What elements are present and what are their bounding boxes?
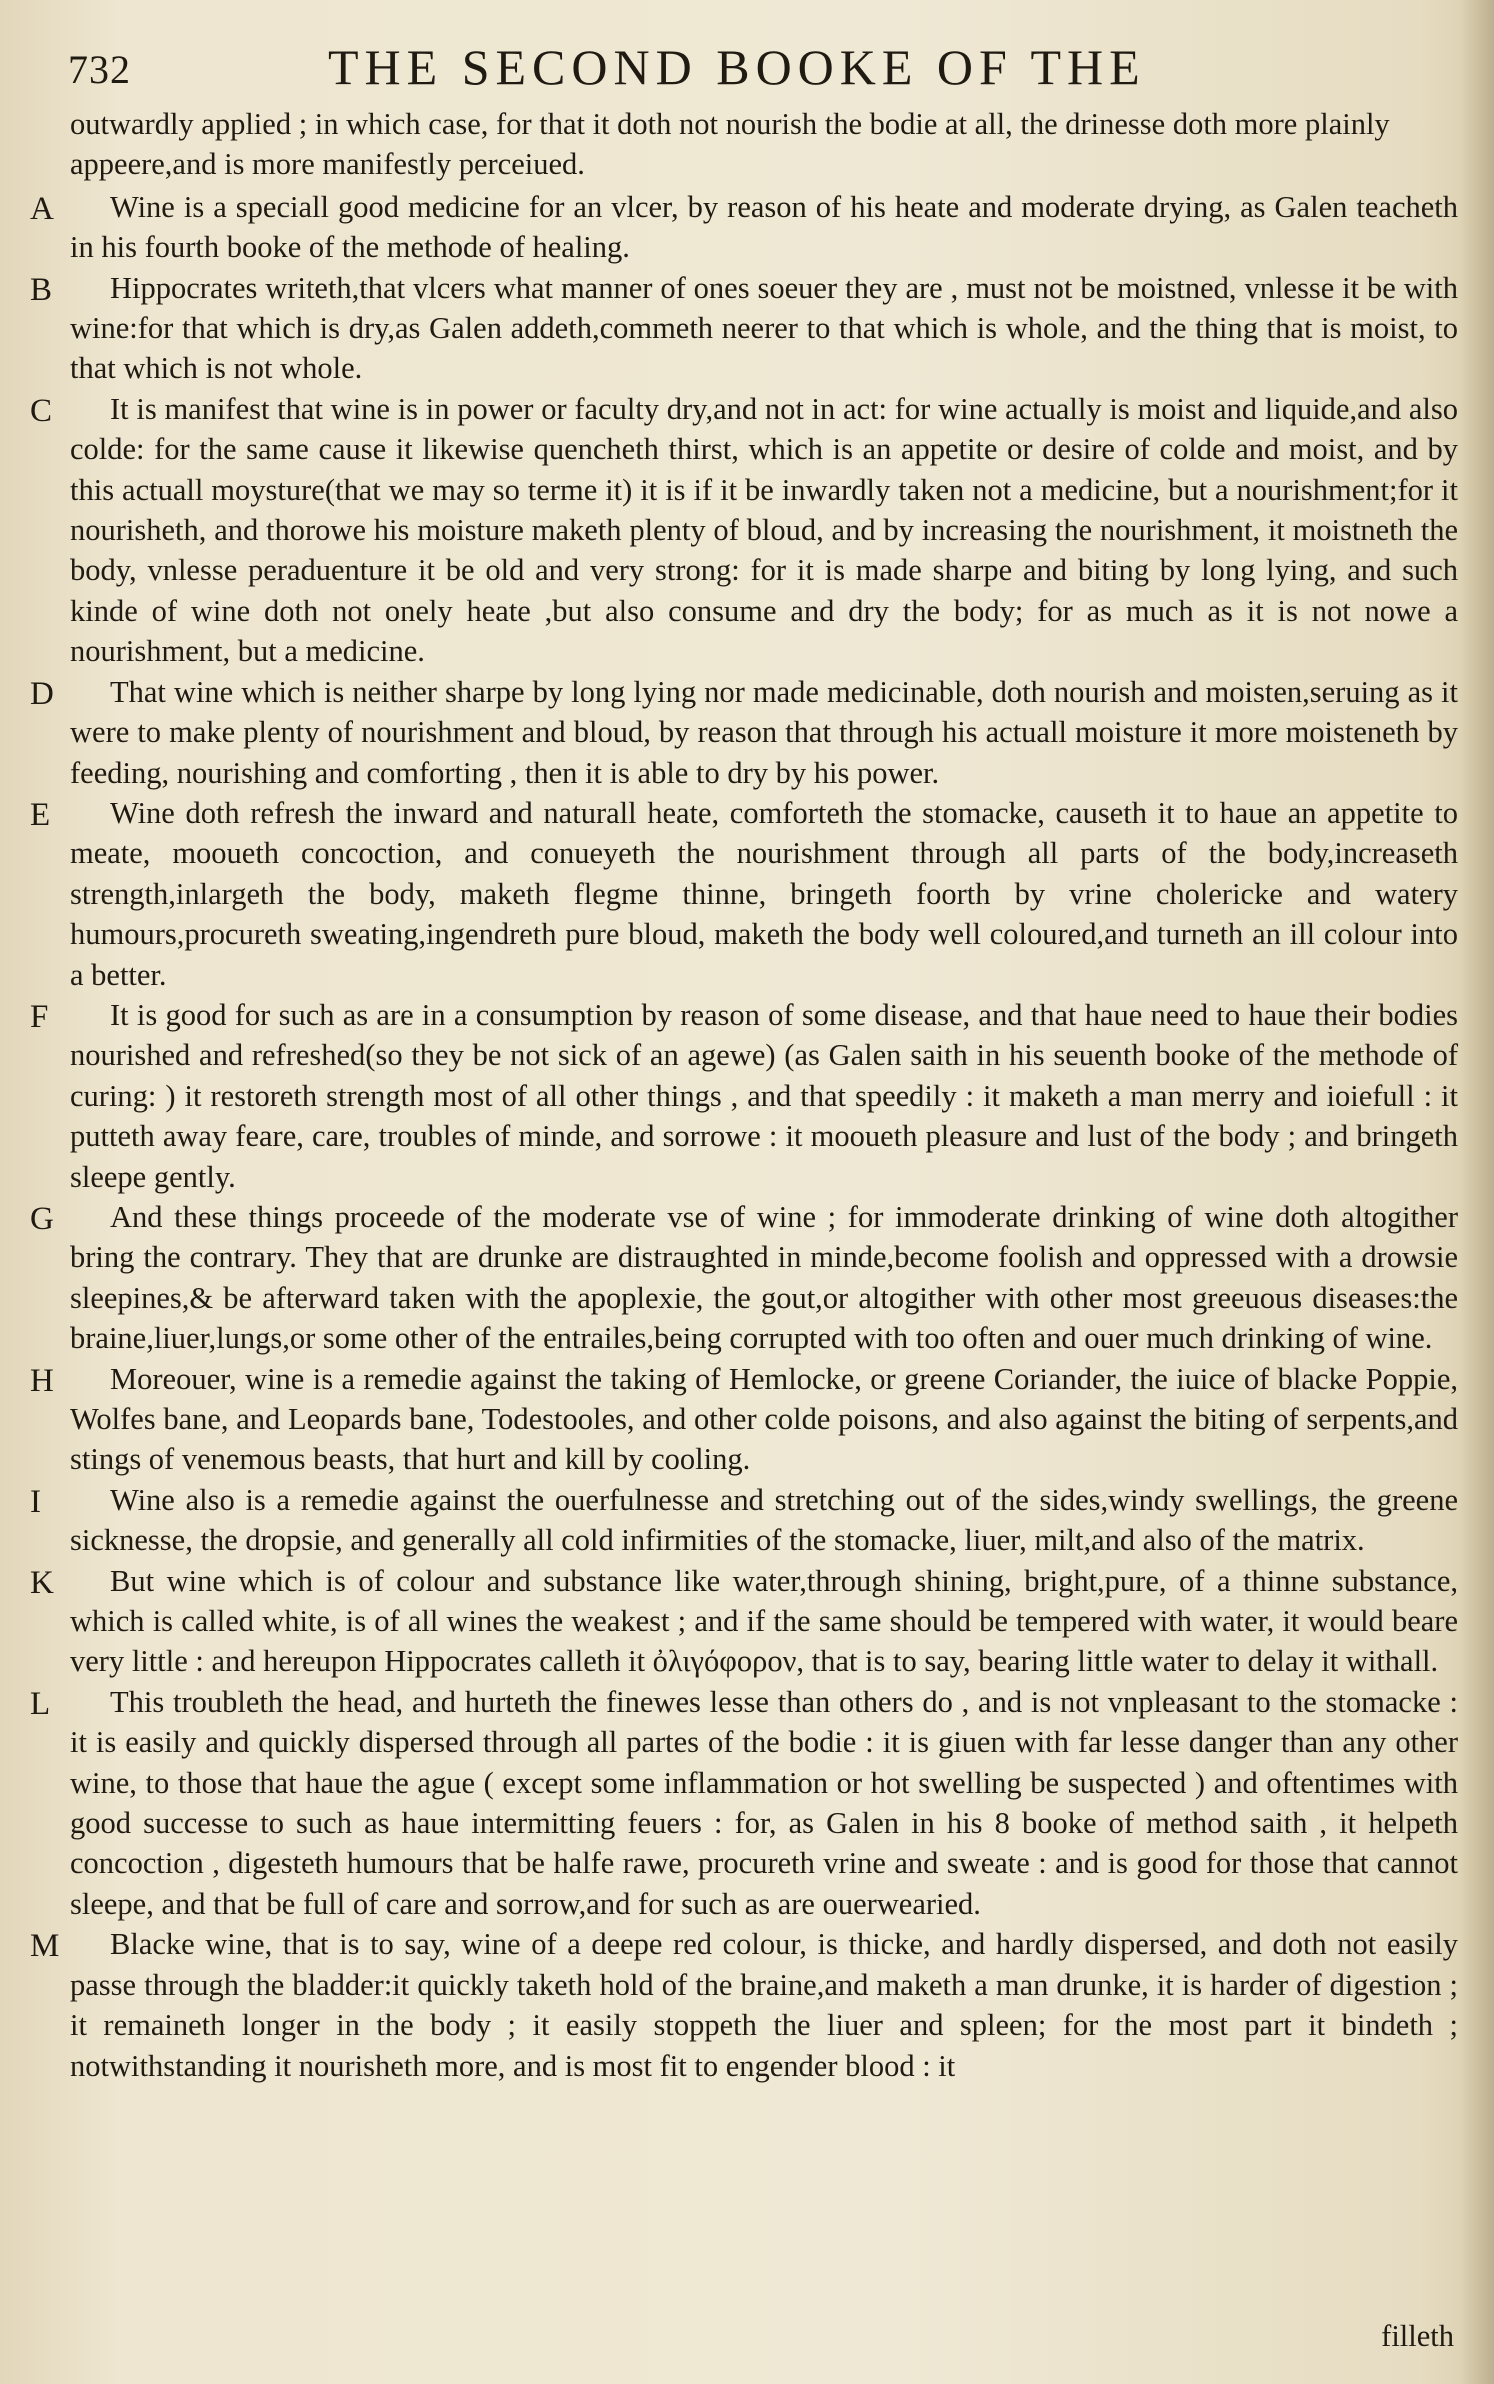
paragraph-letter: E [30,796,51,833]
paragraph-letter: F [30,998,49,1035]
paragraph-d [30,672,1458,793]
paragraph-g [30,1197,1458,1359]
paragraph-letter: C [30,392,53,429]
paragraph-m [30,1924,1458,2086]
paragraph-k [30,1561,1458,1682]
paragraph-list [30,187,1458,2086]
paragraph-text: Moreouer, wine is a remedie against the taking of Hemlocke, or greene Coriander, the iuice of blacke Poppie, Wolfes bane, and Leopards bane, Todestooles, and other colde poisons, and also against the biting of serpents,and stings of venemous beasts, that hurt and kill by cooling. [70,1361,1458,1477]
paragraph-i [30,1480,1458,1561]
intro-paragraph: outwardly applied ; in which case, for that it doth not nourish the bodie at all, the drinesse doth more plainly appeere,and is more manifestly perceiued. [70,107,1390,182]
body-text [30,104,1458,2086]
paragraph-letter: B [30,271,53,308]
paragraph-letter: L [30,1685,51,1722]
paragraph-text: That wine which is neither sharpe by long lying nor made medicinable, doth nourish and moisten,seruing as it were to make plenty of nourishment and bloud, by reason that through his actuall moisture it more moisteneth by feeding, nourishing and comforting , then it is able to dry by his power. [70,674,1458,790]
paragraph-text: It is good for such as are in a consumption by reason of some disease, and that haue need to haue their bodies nourished and refreshed(so they be not sick of an agewe) (as Galen saith in his seuenth booke of the methode of curing: ) it restoreth strength most of all other things , and that speedily : it maketh a man merry and ioiefull : it putteth away feare, care, troubles of minde, and sorrowe : it mooueth pleasure and lust of the body ; and bringeth sleepe gently. [70,997,1458,1194]
page-header [68,38,1428,98]
paragraph-letter: H [30,1362,54,1399]
paragraph-l [30,1682,1458,1924]
paragraph-text: Wine doth refresh the inward and naturall heate, comforteth the stomacke, causeth it to haue an appetite to meate, mooueth concoction, and conueyeth the nourishment through all parts of the body,increaseth strength,inlargeth the body, maketh flegme thinne, bringeth foorth by vrine cholericke and watery humours,procureth sweating,ingendreth pure bloud, maketh the body well coloured,and turneth an ill colour into a better. [70,795,1458,992]
paragraph-text: Blacke wine, that is to say, wine of a deepe red colour, is thicke, and hardly dispersed, and doth not easily passe through the bladder:it quickly taketh hold of the braine,and maketh a man drunke, it is harder of digestion ; it remaineth longer in the body ; it easily stoppeth the liuer and spleen; for the most part it bindeth ; notwithstanding it nourisheth more, and is most fit to engender blood : it [70,1927,1458,2083]
running-head: THE SECOND BOOKE OF THE [328,39,1146,95]
paragraph-text: Hippocrates writeth,that vlcers what manner of ones soeuer they are , must not be moistned, vnlesse it be with wine:for that which is dry,as Galen addeth,commeth neerer to that which is whole, and the thing that is moist, to that which is not whole. [70,270,1458,386]
paragraph-h [30,1359,1458,1480]
page-edge-shadow [1460,0,1494,2384]
paragraph-text: And these things proceede of the moderate vse of wine ; for immoderate drinking of wine doth altogither bring the contrary. They that are drunke are distraughted in minde,become foolish and oppressed with a drowsie sleepines,& be afterward taken with the apoplexie, the gout,or altogither with other most greeuous diseases:the braine,liuer,lungs,or some other of the entrailes,being corrupted with too often and ouer much drinking of wine. [70,1199,1458,1356]
paragraph-letter: D [30,675,54,712]
paragraph-text: But wine which is of colour and substance like water,through shining, bright,pure, of a thinne substance, which is called white, is of all wines the weakest ; and if the same should be tempered with water, it would beare very little : and hereupon Hippocrates calleth it ὀλιγόφορον, that is to say, bearing little water to delay it withall. [70,1563,1458,1679]
paragraph-b [30,268,1458,389]
catchword: filleth [1381,2319,1454,2353]
paragraph-text: Wine also is a remedie against the ouerfulnesse and stretching out of the sides,windy swellings, the greene sicknesse, the dropsie, and generally all cold infirmities of the stomacke, liuer, milt,and also of the matrix. [70,1482,1458,1558]
paragraph-letter: K [30,1564,54,1601]
paragraph-letter: I [30,1483,41,1520]
paragraph-letter: M [30,1928,60,1965]
paragraph-f [30,995,1458,1197]
paragraph-c [30,389,1458,672]
paragraph-a [30,187,1458,268]
page-number: 732 [68,47,131,92]
paragraph-e [30,793,1458,995]
paragraph-text: This troubleth the head, and hurteth the finewes lesse than others do , and is not vnpleasant to the stomacke : it is easily and quickly dispersed through all partes of the bodie : it is giuen with far lesse danger than any other wine, to those that haue the ague ( except some inflammation or hot swelling be suspected ) and oftentimes with good successe to such as haue intermitting feuers : for, as Galen in his 8 booke of method saith , it helpeth concoction , digesteth humours that be halfe rawe, procureth vrine and sweate : and is good for those that cannot sleepe, and that be full of care and sorrow,and for such as are ouerwearied. [70,1684,1458,1921]
paragraph-text: It is manifest that wine is in power or faculty dry,and not in act: for wine actually is moist and liquide,and also colde: for the same cause it likewise quencheth thirst, which is an appetite or desire of colde and moist, and by this actuall moysture(that we may so terme it) it is if it be inwardly taken not a medicine, but a nourishment;for it nourisheth, and thorowe his moisture maketh plenty of bloud, and by increasing the nourishment, it moistneth the body, vnlesse peraduenture it be old and very strong: for it is made sharpe and biting by long lying, and such kinde of wine doth not onely heate ,but also consume and dry the body; for as much as it is not nowe a nourishment, but a medicine. [70,391,1458,669]
paragraph-text: Wine is a speciall good medicine for an vlcer, by reason of his heate and moderate drying, as Galen teacheth in his fourth booke of the methode of healing. [70,189,1458,265]
paragraph-letter: A [30,190,54,227]
paragraph-letter: G [30,1200,54,1237]
